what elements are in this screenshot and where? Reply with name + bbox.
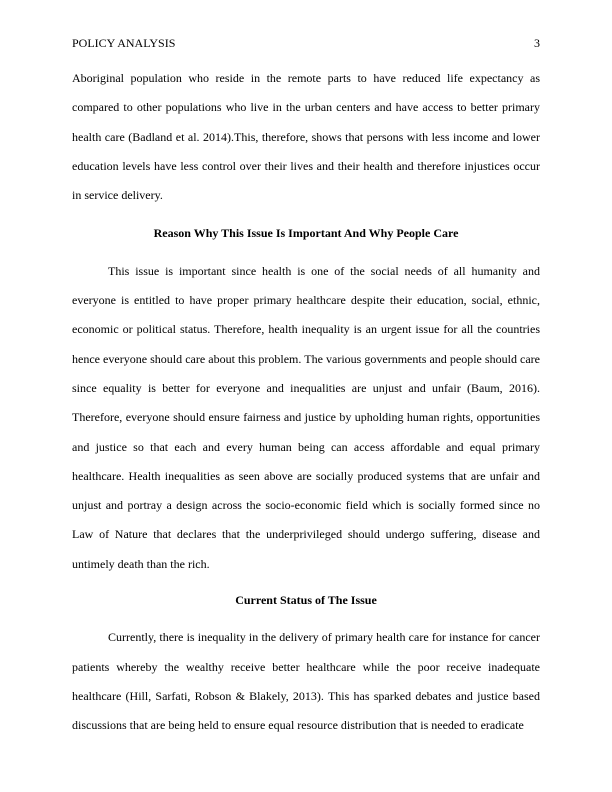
paragraph-status: Currently, there is inequality in the delivery of primary health care for instance for cancer patients whereby the wealthy receive better healthcare while the poor receive inadequate healthcare (Hill, Sarfati, Robson & Blakely, 2013). This has sparked debates and justice based discussions that are being held to ensure equal resource distribution that is needed to eradicate [72,630,540,733]
running-title: POLICY ANALYSIS [72,36,176,50]
running-head [72,36,540,52]
paragraph-importance: This issue is important since health is one of the social needs of all humanity and everyone is entitled to have proper primary healthcare despite their education, social, ethnic, economic or political status. Therefore, health inequality is an urgent issue for all the countries hence everyone should care about this problem. The various governments and people should care since equality is better for everyone and inequalities are unjust and unfair (Baum, 2016). Therefore, everyone should ensure fairness and justice by upholding human rights, opportunities and justice so that each and every human being can access affordable and equal primary healthcare. Health inequalities as seen above are socially produced systems that are unfair and unjust and portray a design across the socio-economic field which is socially formed since no Law of Nature that declares that the underprivileged should undergo suffering, disease and untimely death than the rich. [72,263,540,571]
paragraph-intro: Aboriginal population who reside in the remote parts to have reduced life expectancy as compared to other populations who live in the urban centers and have access to better primary health care (Badland et al. 2014).This, therefore, shows that persons with less income and lower education levels have less control over their lives and their health and therefore injustices occur in service delivery. [72,71,540,203]
section-heading-status: Current Status of The Issue [235,593,377,608]
page-number: 3 [534,36,540,50]
document-body [72,64,540,741]
section-heading-importance: Reason Why This Issue Is Important And Why People Care [153,226,459,241]
